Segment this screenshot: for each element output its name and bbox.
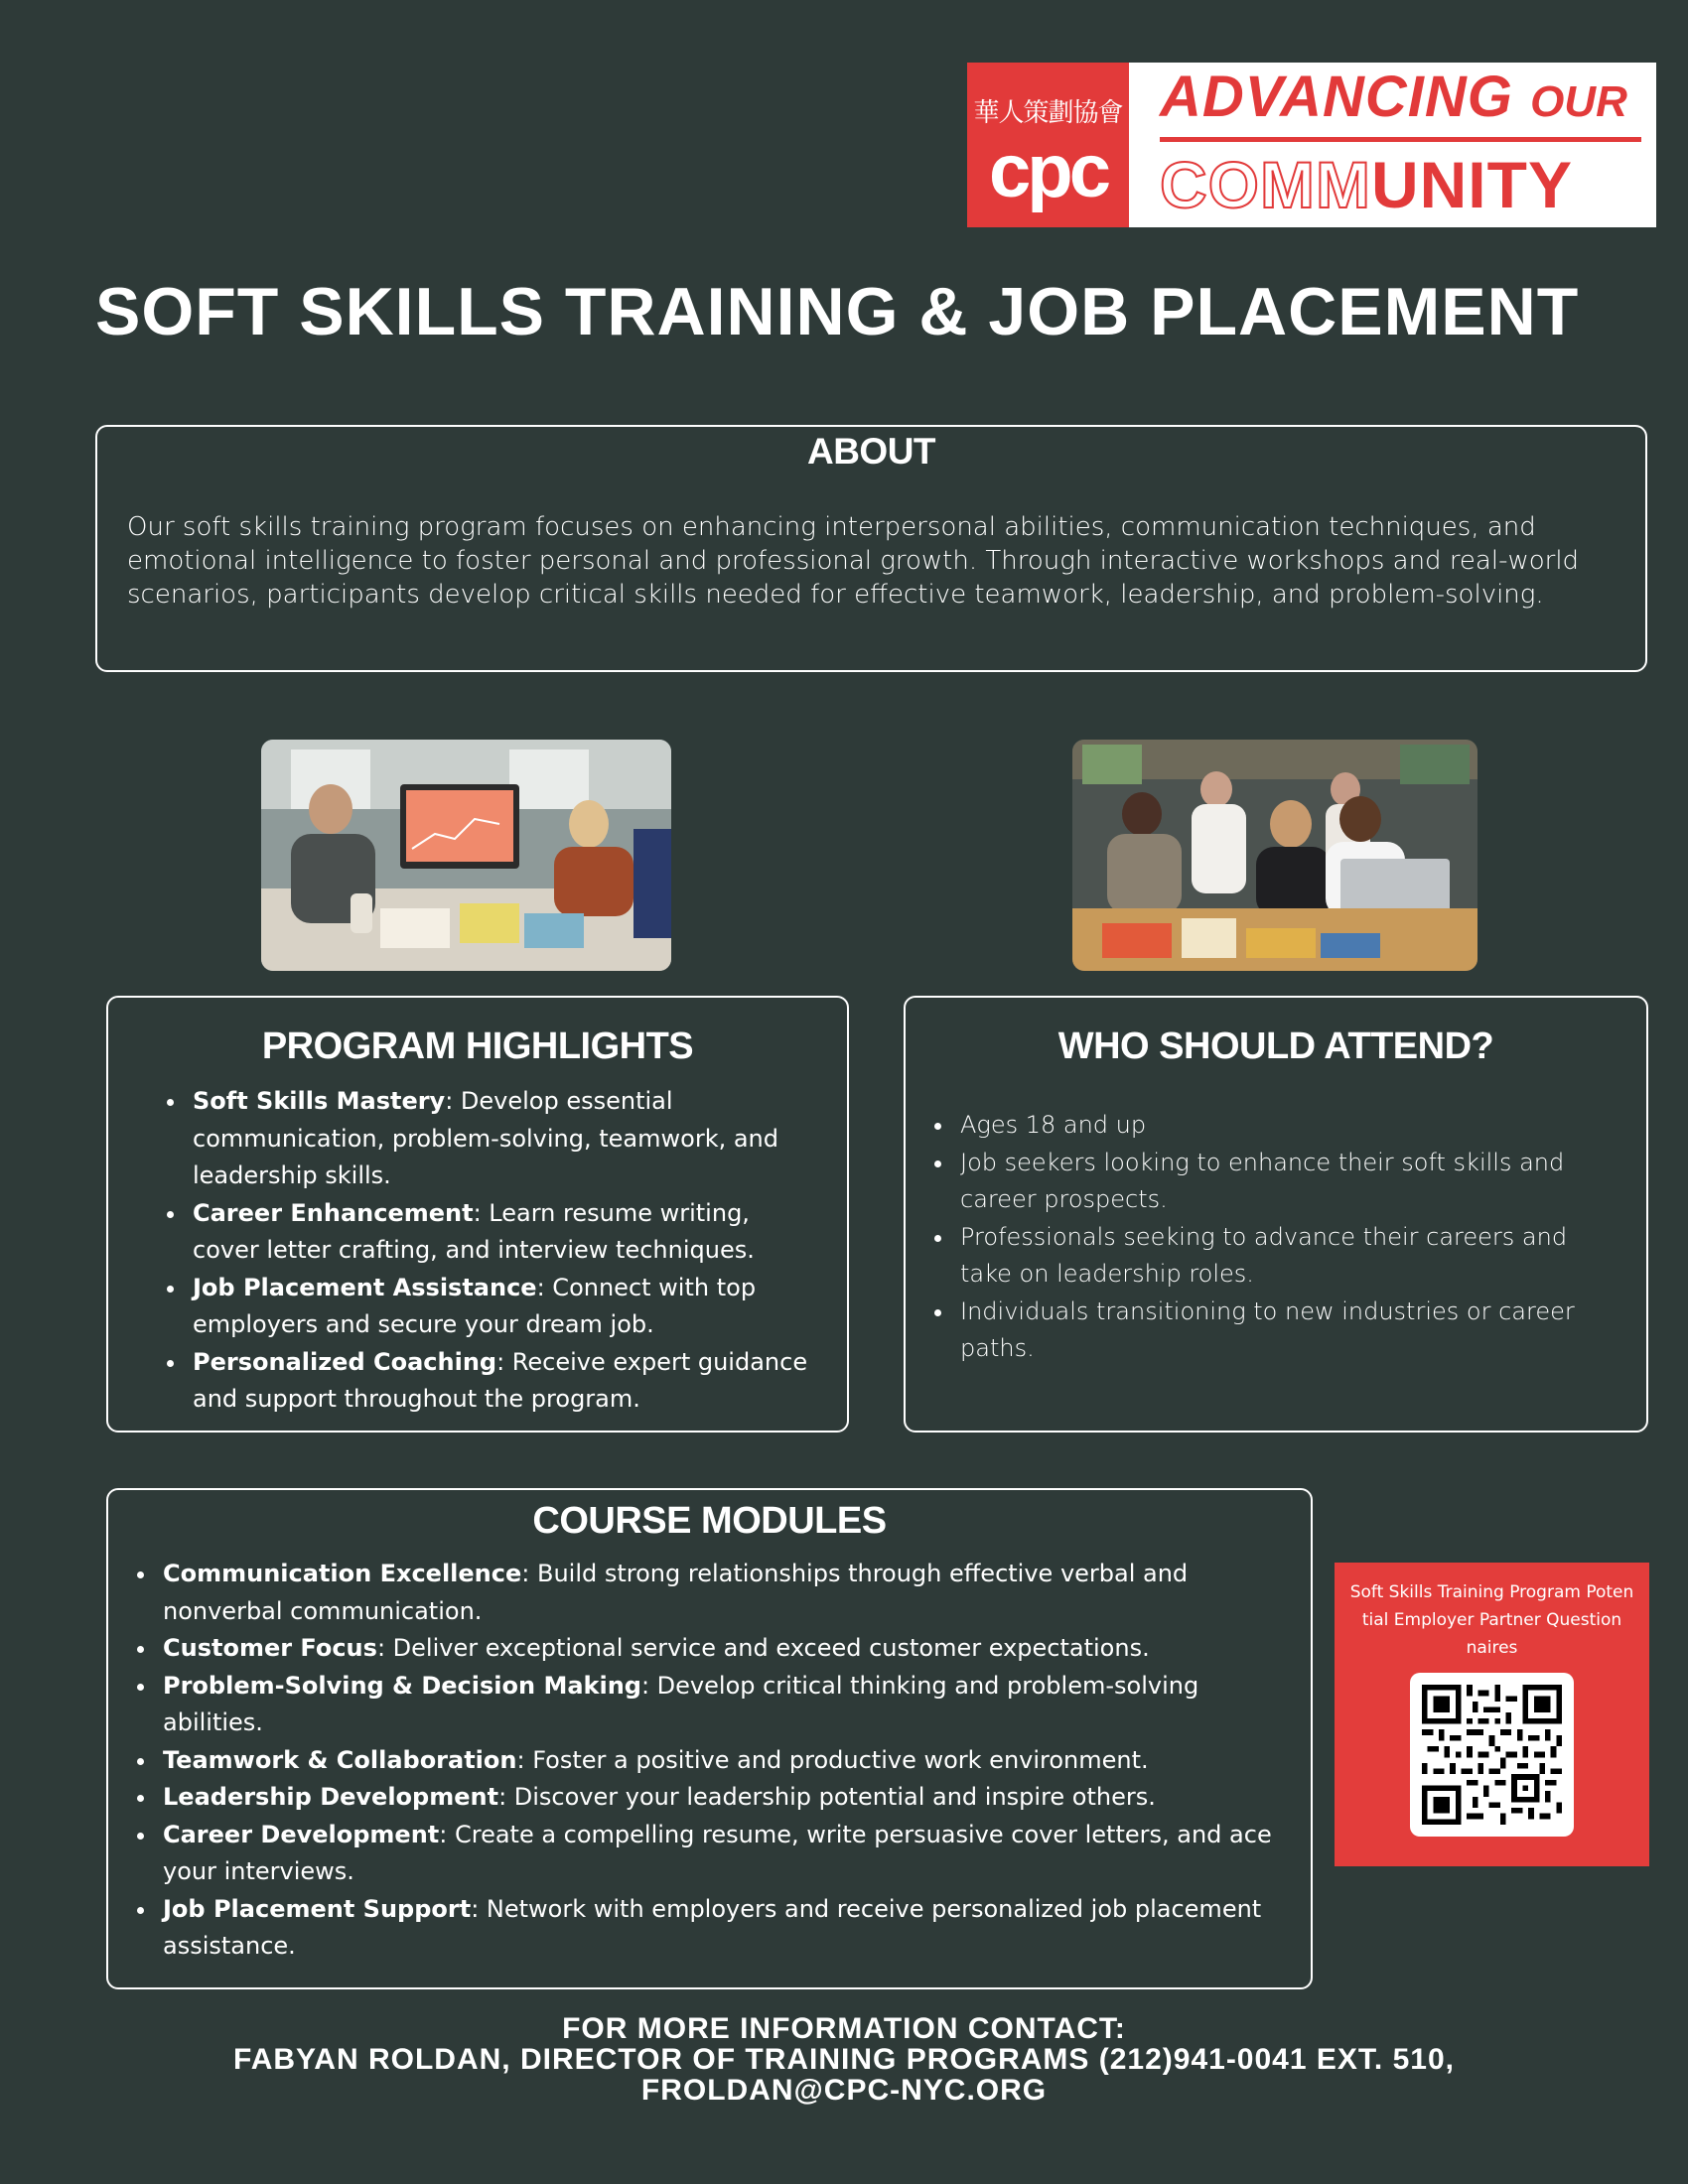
who-should-attend-list	[930, 1107, 1625, 1368]
course-modules-section	[106, 1488, 1313, 1989]
contact-info	[0, 2013, 1688, 2106]
who-should-attend-heading: WHO SHOULD ATTEND?	[1057, 1025, 1494, 1067]
logo-divider	[1160, 137, 1641, 142]
employer-questionnaire-qr-card[interactable]	[1335, 1563, 1649, 1866]
list-item: Individuals transitioning to new industries or career paths.	[930, 1294, 1625, 1368]
qr-card-title: Soft Skills Training Program Poten tial Employer Partner Question naires	[1349, 1582, 1634, 1658]
logo-red-block	[967, 63, 1129, 227]
course-modules-heading: COURSE MODULES	[532, 1500, 887, 1542]
program-highlights-section	[106, 996, 849, 1433]
who-should-attend-section	[904, 996, 1648, 1433]
qr-code[interactable]	[1410, 1673, 1574, 1837]
list-item: Career Enhancement: Learn resume writing, cover letter crafting, and interview techniques.	[163, 1195, 818, 1270]
list-item: Personalized Coaching: Receive expert guidance and support throughout the program.	[163, 1344, 818, 1419]
photo-group-collaboration	[1072, 740, 1477, 971]
page-title: SOFT SKILLS TRAINING & JOB PLACEMENT	[95, 274, 1580, 349]
photo-team-meeting	[261, 740, 671, 971]
list-item: Career Development: Create a compelling resume, write persuasive cover letters, and ace your interviews.	[133, 1817, 1295, 1891]
contact-heading: FOR MORE INFORMATION CONTACT:	[562, 2012, 1126, 2045]
contact-email[interactable]: FROLDAN@CPC-NYC.ORG	[640, 2074, 1048, 2107]
list-item: Problem-Solving & Decision Making: Develop critical thinking and problem-solving abilities.	[133, 1668, 1295, 1742]
list-item: Teamwork & Collaboration: Foster a positive and productive work environment.	[133, 1742, 1295, 1780]
qr-code-icon	[1422, 1685, 1562, 1825]
logo-cpc-mark: cpc	[989, 129, 1107, 213]
list-item: Job Placement Assistance: Connect with top employers and secure your dream job.	[163, 1270, 818, 1344]
list-item: Professionals seeking to advance their careers and take on leadership roles.	[930, 1219, 1625, 1294]
course-modules-list	[133, 1556, 1295, 1966]
list-item: Job seekers looking to enhance their soft skills and career prospects.	[930, 1145, 1625, 1219]
cpc-logo	[967, 63, 1656, 227]
list-item: Customer Focus: Deliver exceptional service and exceed customer expectations.	[133, 1630, 1295, 1668]
about-heading: ABOUT	[806, 431, 936, 472]
logo-chinese-name: 華人策劃協會	[973, 98, 1123, 128]
contact-name-phone: FABYAN ROLDAN, DIRECTOR OF TRAINING PROGRAMS (212)941-0041 EXT. 510,	[233, 2043, 1455, 2076]
logo-tagline-top: ADVANCING OUR	[1160, 65, 1627, 129]
list-item: Ages 18 and up	[930, 1107, 1625, 1145]
photo-group-collaboration-illustration	[1072, 740, 1477, 971]
list-item: Communication Excellence: Build strong relationships through effective verbal and nonverbal communication.	[133, 1556, 1295, 1630]
program-highlights-list	[163, 1083, 818, 1419]
list-item: Soft Skills Mastery: Develop essential communication, problem-solving, teamwork, and leadership skills.	[163, 1083, 818, 1195]
photo-team-meeting-illustration	[261, 740, 671, 971]
about-section	[95, 425, 1647, 672]
about-text: Our soft skills training program focuses on enhancing interpersonal abilities, communication techniques, and emotional intelligence to foster personal and professional growth. Through interactive workshops and real-world scenarios, participants develop critical skills needed for effective teamwork, leadership, and problem-solving.	[127, 512, 1580, 610]
program-highlights-heading: PROGRAM HIGHLIGHTS	[261, 1025, 694, 1067]
logo-tagline-bottom: COMMUNITY	[1160, 148, 1573, 221]
list-item: Job Placement Support: Network with employers and receive personalized job placement assistance.	[133, 1891, 1295, 1966]
list-item: Leadership Development: Discover your leadership potential and inspire others.	[133, 1779, 1295, 1817]
